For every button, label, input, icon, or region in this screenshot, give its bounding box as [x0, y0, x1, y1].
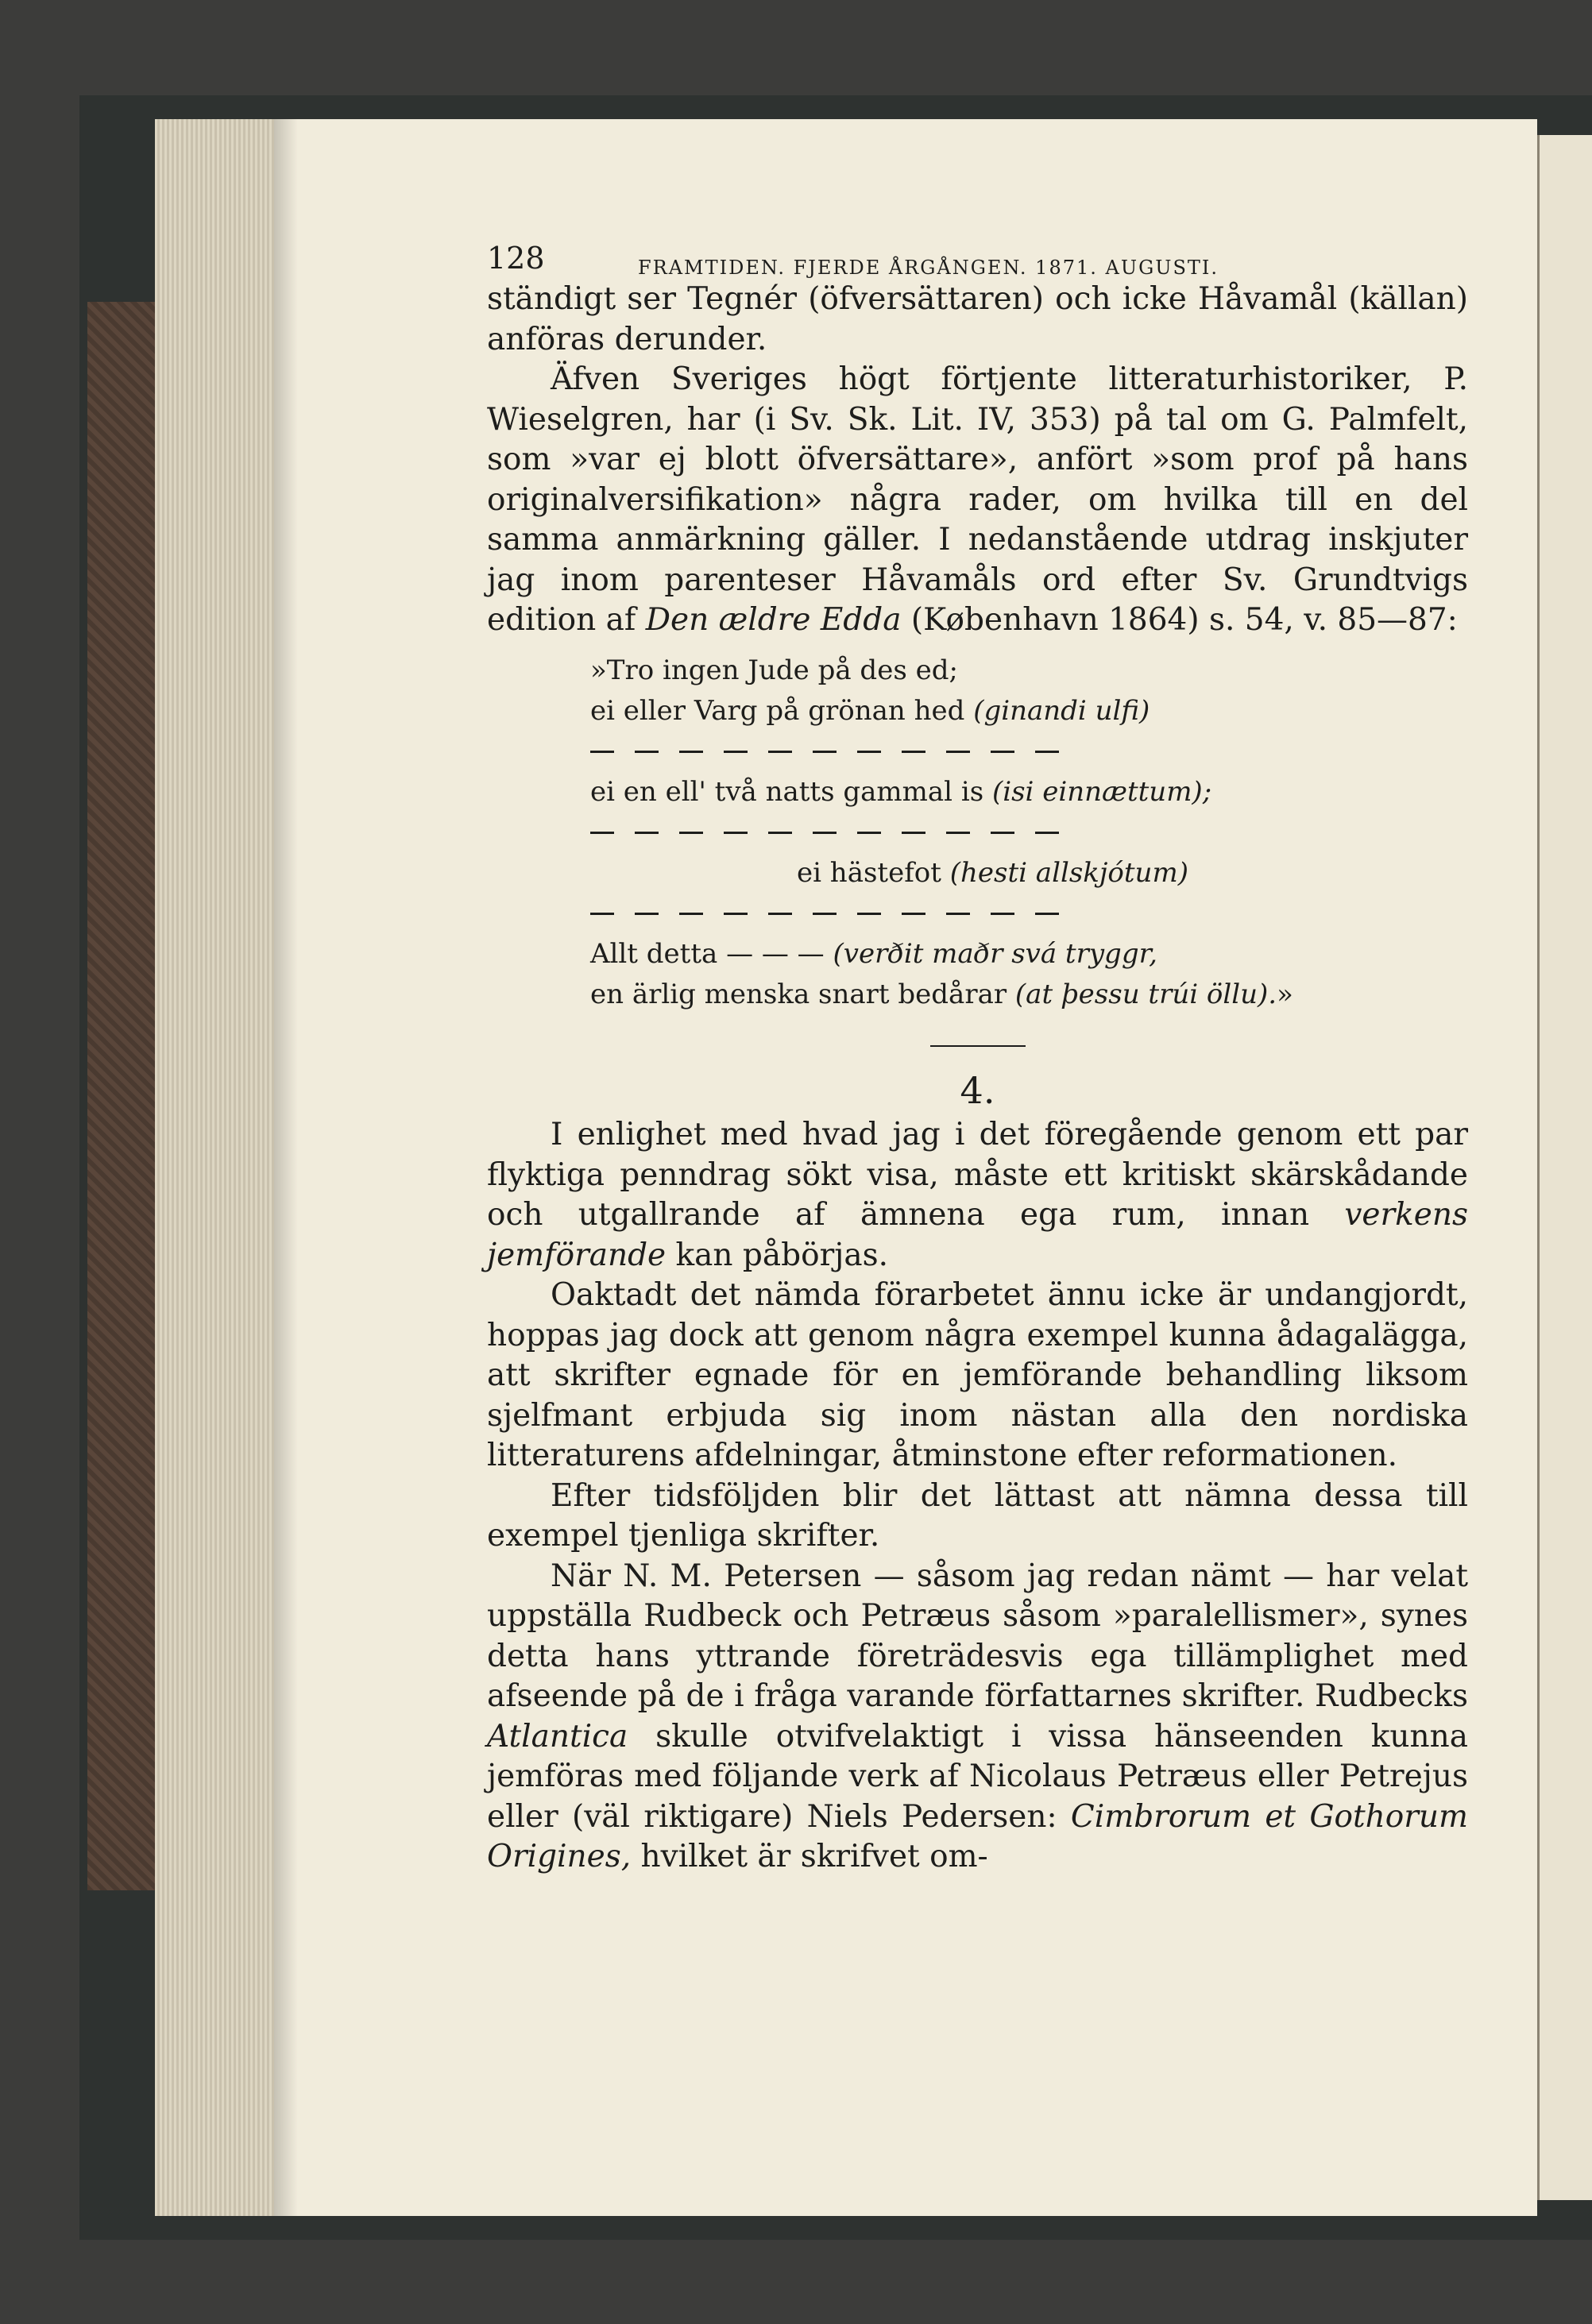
verse-line: en ärlig menska snart bedårar (at þessu trúi öllu).»	[590, 978, 1293, 1010]
italic-text: Den ældre Edda	[645, 602, 902, 638]
section-number: 4.	[960, 1068, 995, 1112]
verse-line: ei hästefot (hesti allskjótum)	[797, 856, 1188, 889]
italic-text: verkens jemförande	[487, 1197, 1468, 1273]
facing-page-edge	[1537, 135, 1592, 2200]
verse-ellipsis-rule	[590, 732, 1468, 772]
paragraph-text: hvilket är skrifvet om-	[631, 1839, 988, 1874]
verse-ellipsis-rule	[590, 894, 1468, 934]
page-edges	[155, 119, 282, 2216]
paragraph-text: Efter tidsföljden blir det lättast att nämna dessa till exempel tjenliga skrifter.	[487, 1477, 1468, 1554]
cover-spine-edge	[87, 302, 159, 1890]
page-header	[487, 238, 1468, 280]
body-before-verse	[487, 280, 1468, 641]
paragraph	[487, 1477, 1468, 1557]
section-divider	[930, 1045, 1026, 1047]
page-gutter-shadow	[274, 119, 298, 2216]
paragraph-text: kan påbörjas.	[666, 1237, 888, 1273]
italic-text: Cimbrorum et Gothorum Origines,	[487, 1798, 1468, 1874]
paragraph-text: Äfven Sveriges högt förtjente litteraturhistoriker, P. Wieselgren, har (i Sv. Sk. Lit. IV, 353) på tal om G. Palmfelt, som »var ej blott öfversättare», anfört »som prof på hans originalversifikation» några rader, om hvilka till en del samma anmärkning gäller. I nedanstående utdrag inskjuter jag inom parenteser Håvamåls ord efter Sv. Grundtvigs edition af	[487, 361, 1468, 638]
paragraph	[487, 1557, 1468, 1878]
page-number: 128	[487, 241, 545, 276]
paragraph	[487, 1115, 1468, 1276]
italic-text: Atlantica	[487, 1718, 628, 1755]
verse-line: Allt detta — — — (verðit maðr svá tryggr,	[590, 937, 1157, 970]
verse-line: ei en ell' två natts gammal is (isi einnættum);	[590, 775, 1212, 808]
paragraph	[487, 1276, 1468, 1477]
paragraph	[487, 280, 1468, 360]
page-text	[487, 238, 1468, 1878]
verse-line: »Tro ingen Jude på des ed;	[590, 654, 958, 686]
body-after-section	[487, 1115, 1468, 1878]
verse-ellipsis-rule	[590, 813, 1468, 853]
paragraph-text: skulle otvifvelaktigt i vissa hänseenden kunna jemföras med följande verk af Nicolaus Petræus eller Petrejus eller (väl riktigare) Niels Pedersen:	[487, 1718, 1468, 1835]
paragraph-text: När N. M. Petersen — såsom jag redan nämt — har velat uppställa Rudbeck och Petræus såsom »paralellismer», synes detta hans yttrande företrädesvis ega tillämplighet med afseende på de i fråga varande författarnes skrifter. Rudbecks	[487, 1558, 1468, 1714]
paragraph	[487, 360, 1468, 641]
verse-quote	[487, 650, 1468, 1015]
paragraph-text: I enlighet med hvad jag i det föregående genom ett par flyktiga penndrag sökt visa, måste ett kritiskt skärskådande och utgallrande af ämnena ega rum, innan	[487, 1117, 1468, 1233]
verse-line: ei eller Varg på grönan hed (ginandi ulfi)	[590, 694, 1150, 727]
paragraph-text: Oaktadt det nämda förarbetet ännu icke är undangjordt, hoppas jag dock att genom några exempel kunna ådagalägga, att skrifter egnade för en jemförande behandling liksom sjelfmant erbjuda sig inom nästan alla den nordiska litteraturens afdelningar, åtminstone efter reformationen.	[487, 1277, 1468, 1473]
running-head: FRAMTIDEN. FJERDE ÅRGÅNGEN. 1871. AUGUSTI.	[638, 257, 1219, 279]
paragraph-text: ständigt ser Tegnér (öfversättaren) och icke Håvamål (källan) anföras derunder.	[487, 281, 1468, 357]
paragraph-text: (København 1864) s. 54, v. 85—87:	[901, 602, 1458, 638]
